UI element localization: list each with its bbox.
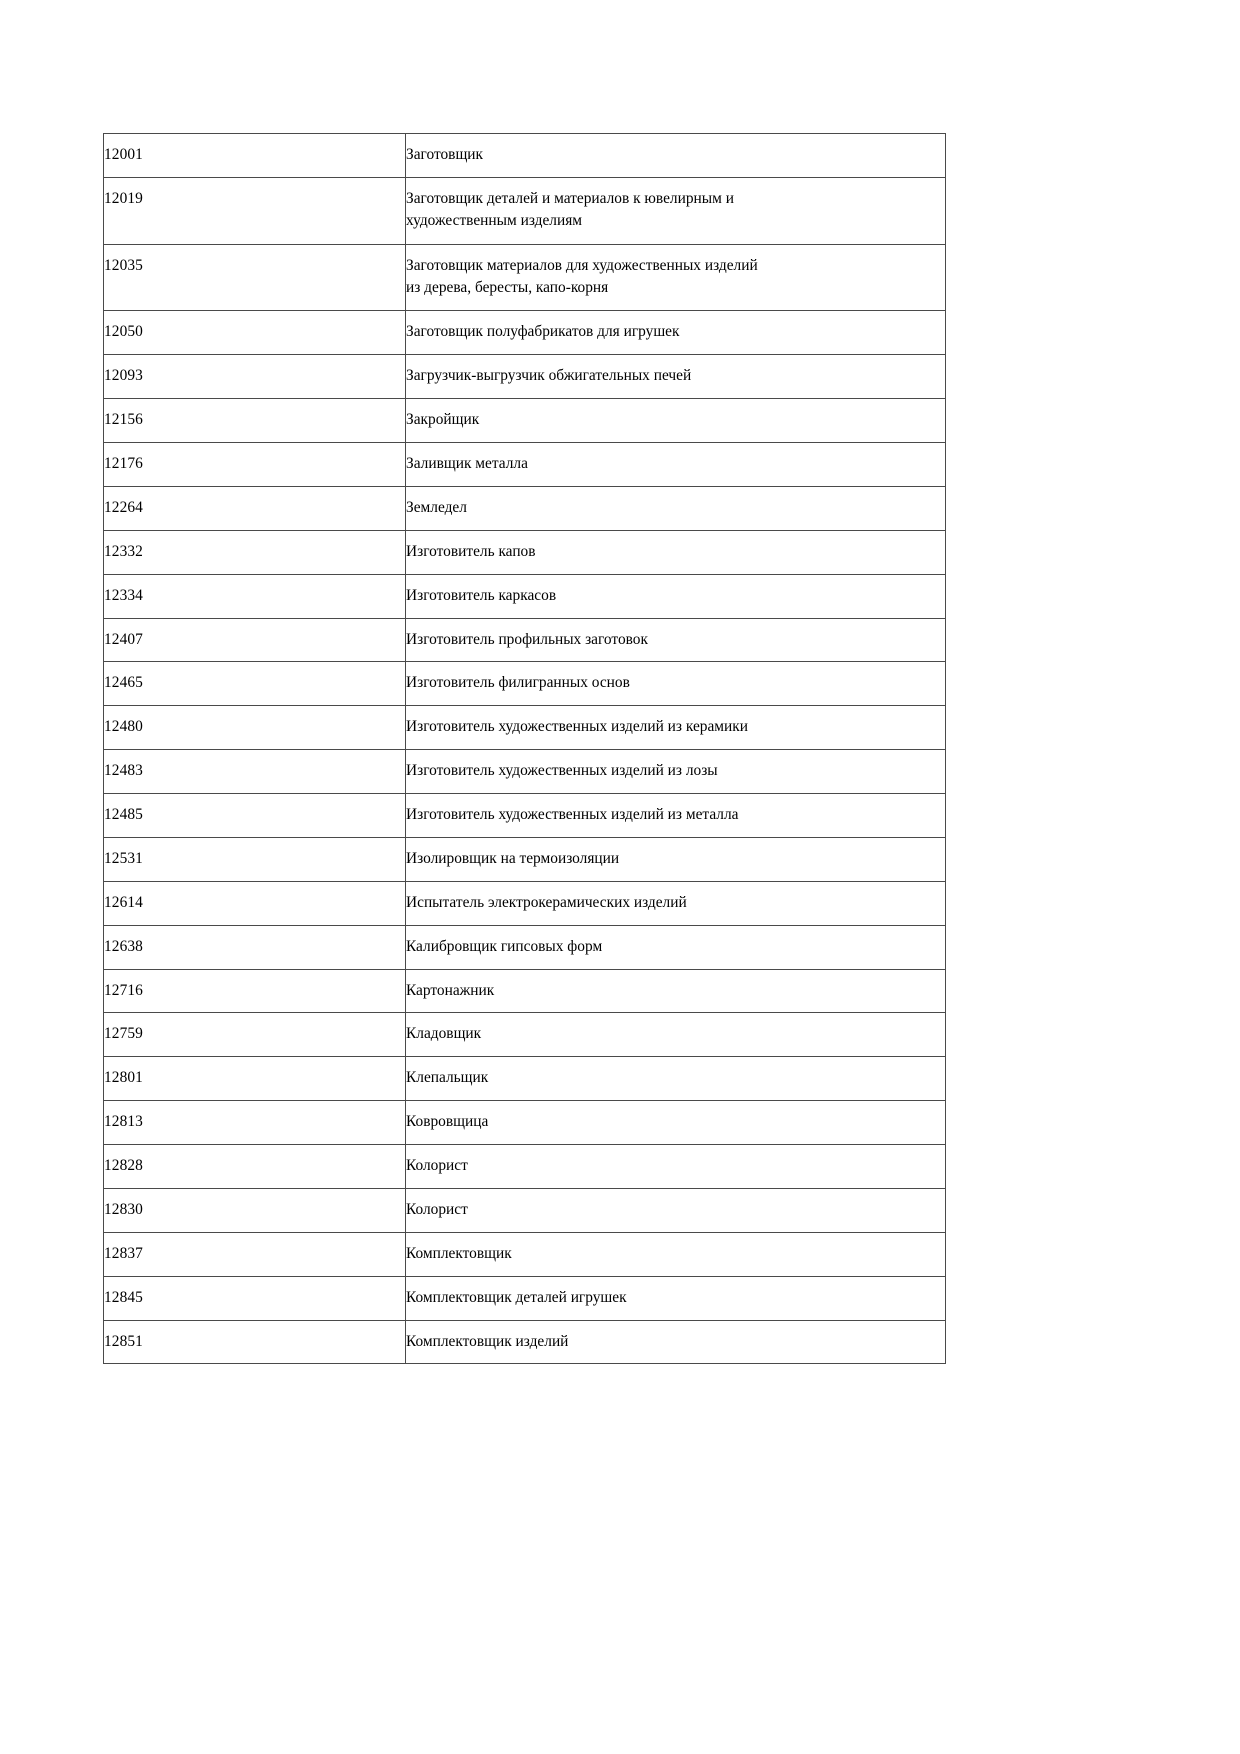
cell-occupation-name: Закройщик — [406, 399, 946, 443]
table-row — [104, 837, 946, 881]
cell-code: 12407 — [104, 618, 406, 662]
table-row — [104, 1013, 946, 1057]
cell-occupation-name: Изготовитель художественных изделий из керамики — [406, 706, 946, 750]
occupation-name-line: из дерева, бересты, капо-корня — [406, 278, 609, 296]
table-row — [104, 311, 946, 355]
cell-occupation-name: Изготовитель художественных изделий из металла — [406, 794, 946, 838]
cell-code: 12093 — [104, 355, 406, 399]
cell-code: 12830 — [104, 1188, 406, 1232]
table-row — [104, 1101, 946, 1145]
cell-code: 12801 — [104, 1057, 406, 1101]
cell-code: 12465 — [104, 662, 406, 706]
table-row — [104, 1188, 946, 1232]
cell-occupation-name: Колорист — [406, 1188, 946, 1232]
table-row — [104, 969, 946, 1013]
cell-occupation-name: Изготовитель капов — [406, 530, 946, 574]
cell-occupation-name: Испытатель электрокерамических изделий — [406, 881, 946, 925]
cell-code: 12332 — [104, 530, 406, 574]
table-row — [104, 925, 946, 969]
cell-occupation-name: Комплектовщик деталей игрушек — [406, 1276, 946, 1320]
cell-occupation-name: Земледел — [406, 486, 946, 530]
cell-code: 12001 — [104, 134, 406, 178]
cell-occupation-name: Заготовщик полуфабрикатов для игрушек — [406, 311, 946, 355]
table-row — [104, 706, 946, 750]
cell-occupation-name: Заливщик металла — [406, 443, 946, 487]
cell-code: 12480 — [104, 706, 406, 750]
cell-code: 12638 — [104, 925, 406, 969]
cell-occupation-name: Изготовитель профильных заготовок — [406, 618, 946, 662]
cell-code: 12531 — [104, 837, 406, 881]
cell-occupation-name: Клепальщик — [406, 1057, 946, 1101]
table-row — [104, 1232, 946, 1276]
occupation-name-line: Заготовщик деталей и материалов к ювелирным и — [406, 189, 734, 207]
cell-code: 12759 — [104, 1013, 406, 1057]
cell-code: 12485 — [104, 794, 406, 838]
table-row — [104, 794, 946, 838]
table-row — [104, 618, 946, 662]
occupation-name-line: Заготовщик материалов для художественных изделий — [406, 256, 758, 274]
table-row — [104, 1320, 946, 1364]
cell-code: 12334 — [104, 574, 406, 618]
cell-occupation-name: Кладовщик — [406, 1013, 946, 1057]
cell-occupation-name: Картонажник — [406, 969, 946, 1013]
occupation-name-line: художественным изделиям — [406, 211, 583, 229]
cell-occupation-name — [406, 177, 946, 244]
table-row — [104, 486, 946, 530]
cell-occupation-name: Загрузчик-выгрузчик обжигательных печей — [406, 355, 946, 399]
cell-occupation-name: Заготовщик — [406, 134, 946, 178]
codes-table — [103, 133, 946, 1364]
table-row — [104, 530, 946, 574]
cell-occupation-name: Изолировщик на термоизоляции — [406, 837, 946, 881]
cell-occupation-name: Комплектовщик — [406, 1232, 946, 1276]
cell-code: 12813 — [104, 1101, 406, 1145]
cell-code: 12050 — [104, 311, 406, 355]
table-row — [104, 1057, 946, 1101]
table-row — [104, 662, 946, 706]
cell-code: 12264 — [104, 486, 406, 530]
cell-occupation-name: Ковровщица — [406, 1101, 946, 1145]
cell-occupation-name: Изготовитель художественных изделий из лозы — [406, 750, 946, 794]
cell-code: 12019 — [104, 177, 406, 244]
table-row — [104, 750, 946, 794]
table-row — [104, 881, 946, 925]
codes-table-body — [104, 134, 946, 1364]
cell-code: 12851 — [104, 1320, 406, 1364]
cell-code: 12035 — [104, 244, 406, 311]
cell-occupation-name: Колорист — [406, 1145, 946, 1189]
cell-code: 12614 — [104, 881, 406, 925]
cell-code: 12837 — [104, 1232, 406, 1276]
table-row — [104, 1145, 946, 1189]
table-row — [104, 177, 946, 244]
table-row — [104, 244, 946, 311]
cell-occupation-name: Комплектовщик изделий — [406, 1320, 946, 1364]
cell-occupation-name: Изготовитель каркасов — [406, 574, 946, 618]
table-row — [104, 574, 946, 618]
table-row — [104, 134, 946, 178]
cell-code: 12845 — [104, 1276, 406, 1320]
cell-occupation-name: Изготовитель филигранных основ — [406, 662, 946, 706]
cell-code: 12176 — [104, 443, 406, 487]
table-row — [104, 399, 946, 443]
table-row — [104, 355, 946, 399]
cell-occupation-name — [406, 244, 946, 311]
cell-code: 12716 — [104, 969, 406, 1013]
cell-code: 12156 — [104, 399, 406, 443]
codes-table-container — [103, 133, 945, 1364]
table-row — [104, 1276, 946, 1320]
table-row — [104, 443, 946, 487]
cell-code: 12828 — [104, 1145, 406, 1189]
cell-code: 12483 — [104, 750, 406, 794]
cell-occupation-name: Калибровщик гипсовых форм — [406, 925, 946, 969]
